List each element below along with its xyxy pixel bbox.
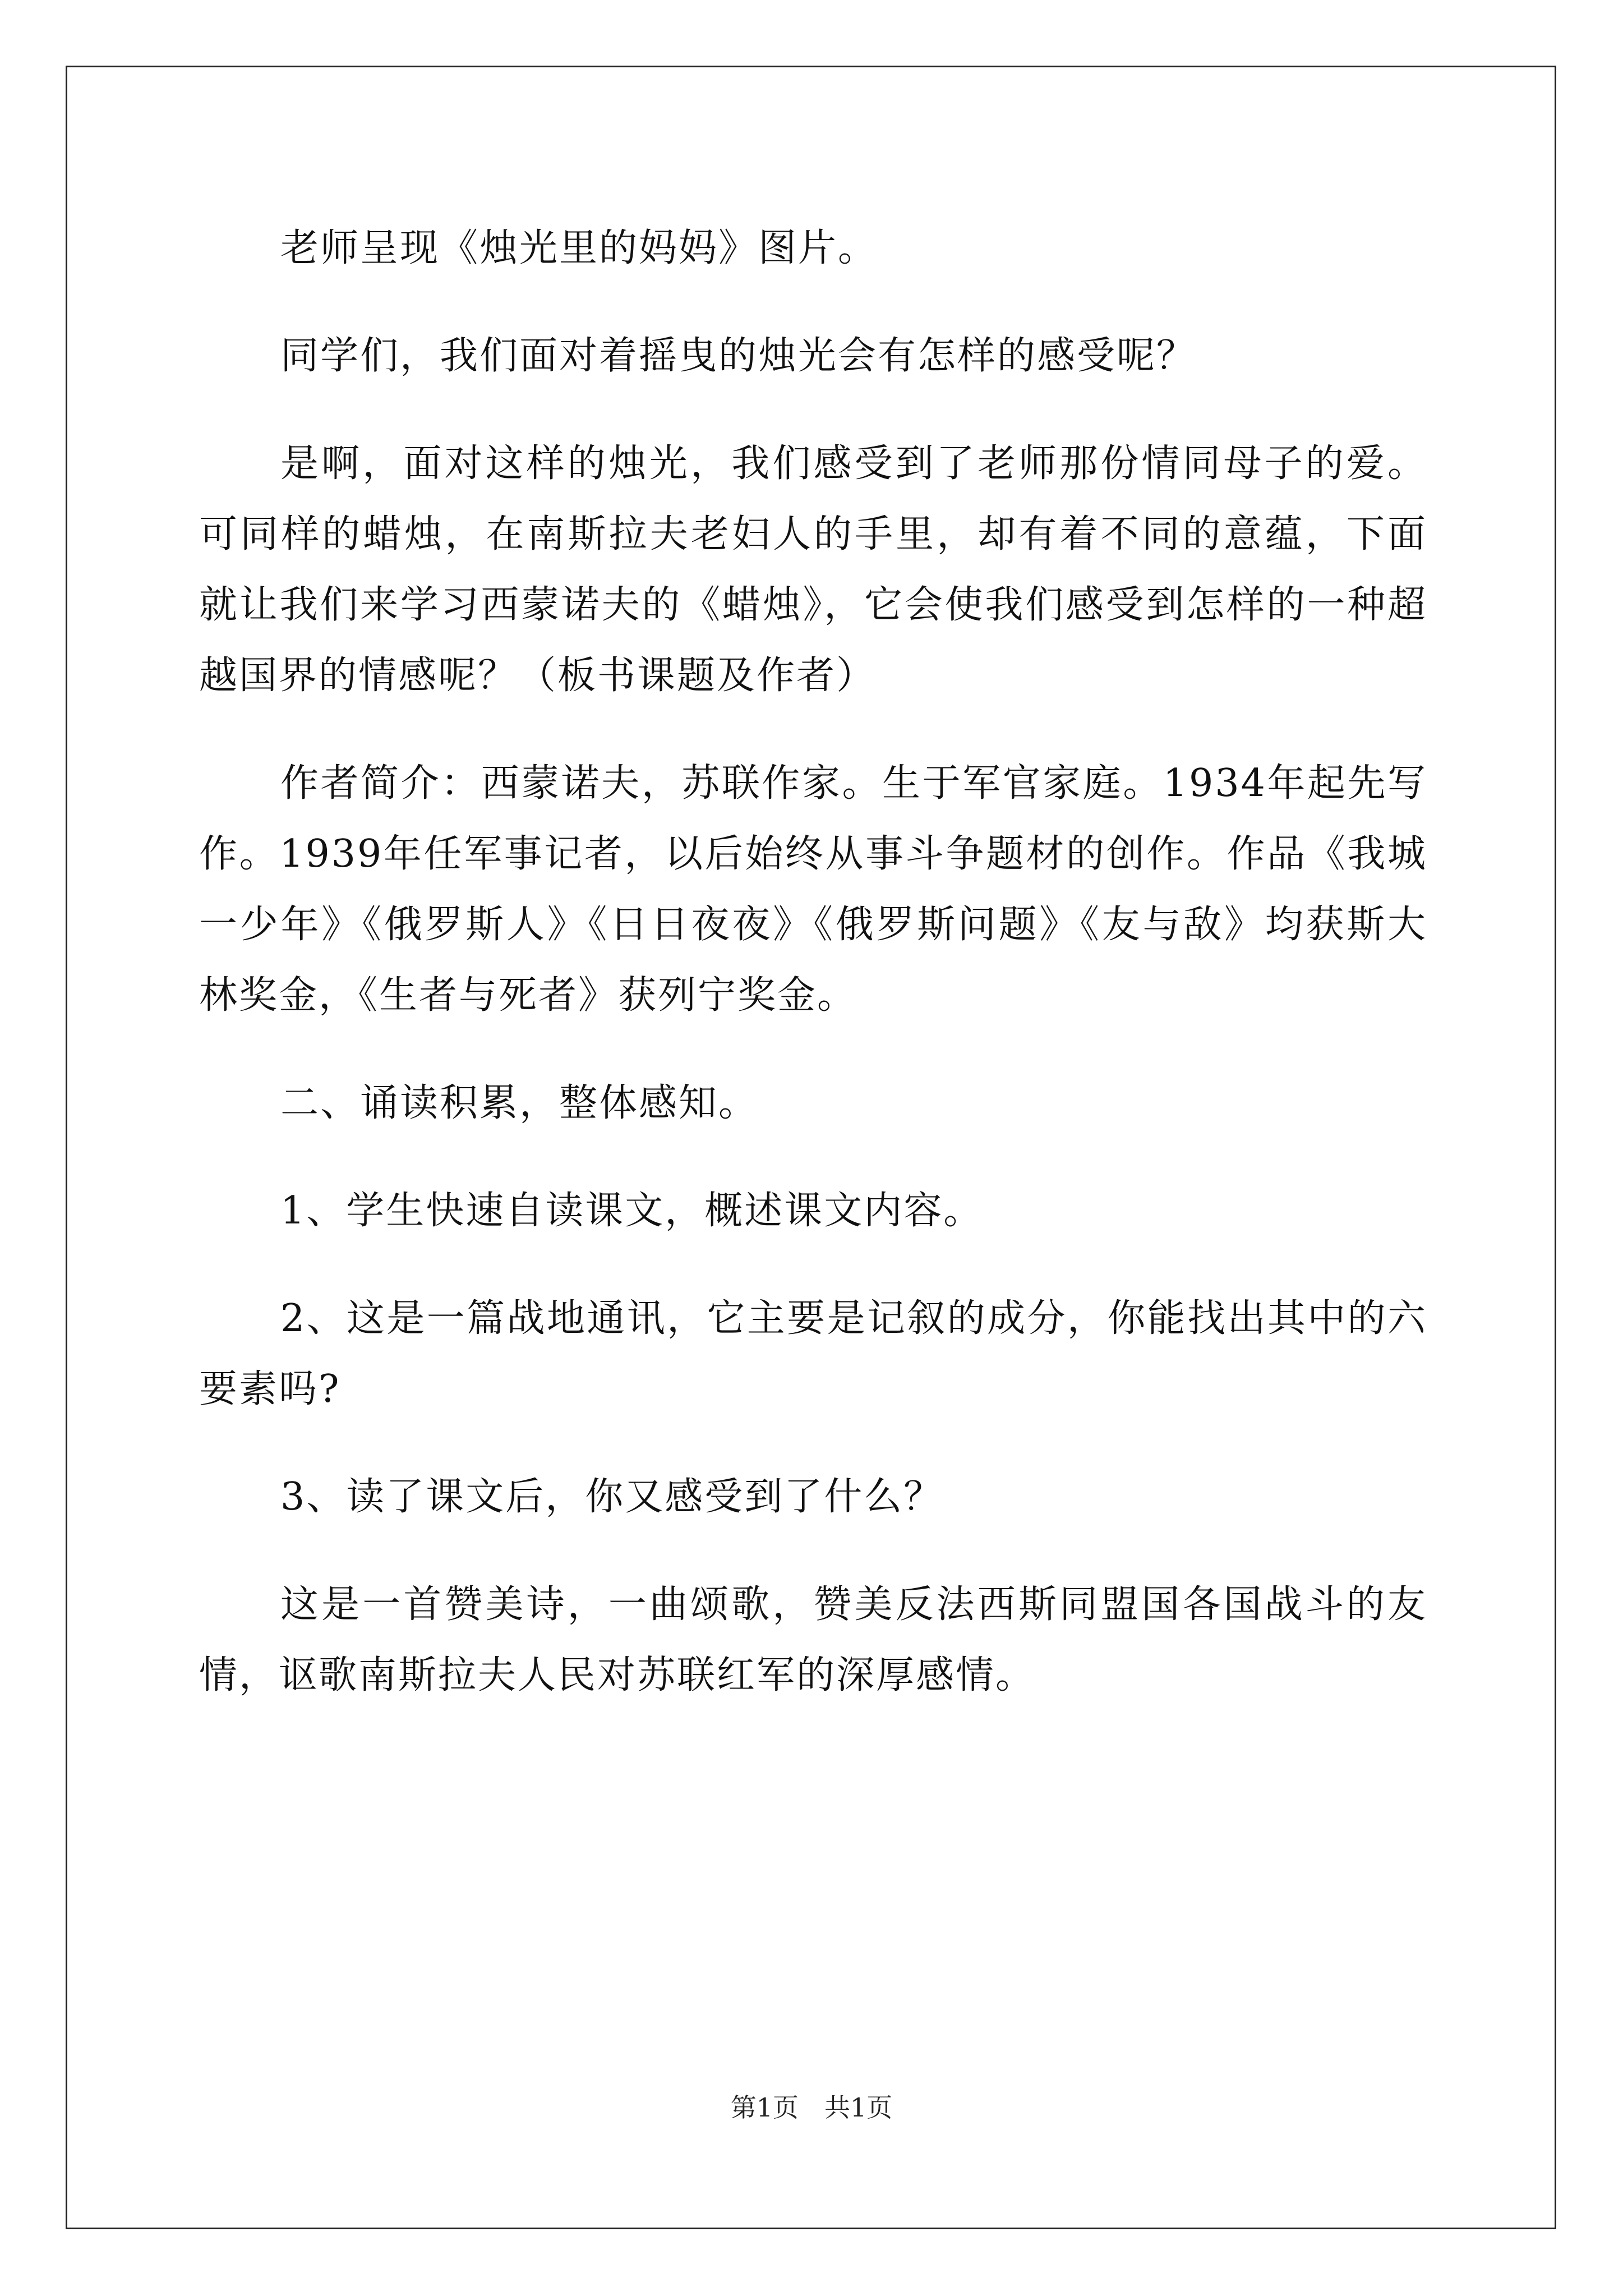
paragraph: 作者简介：西蒙诺夫，苏联作家。生于军官家庭。1934年起先写作。1939年任军事记者，以后始终从事斗争题材的创作。作品《我城一少年》《俄罗斯人》《日日夜夜》《俄罗斯问题》《友与敌》均获斯大林奖金，《生者与死者》获列宁奖金。	[199, 761, 1427, 1018]
list-item: 2、这是一篇战地通讯，它主要是记叙的成分，你能找出其中的六要素吗?	[199, 1296, 1427, 1411]
paragraph: 同学们，我们面对着摇曳的烛光会有怎样的感受呢？	[280, 334, 1197, 378]
document-body	[199, 213, 1427, 1748]
paragraph: 是啊，面对这样的烛光，我们感受到了老师那份情同母子的爱。可同样的蜡烛，在南斯拉夫老妇人的手里，却有着不同的意蕴，下面就让我们来学习西蒙诺夫的《蜡烛》，它会使我们感受到怎样的一种超越国界的情感呢？（板书课题及作者）	[199, 441, 1427, 698]
page-number-footer: 第1页 共1页	[730, 2092, 893, 2123]
paragraph: 这是一首赞美诗，一曲颂歌，赞美反法西斯同盟国各国战斗的友情，讴歌南斯拉夫人民对苏联红军的深厚感情。	[199, 1582, 1427, 1697]
list-item: 3、读了课文后，你又感受到了什么？	[280, 1475, 944, 1519]
paragraph: 老师呈现《烛光里的妈妈》图片。	[280, 226, 878, 270]
section-heading: 二、诵读积累，整体感知。	[280, 1081, 759, 1125]
list-item: 1、学生快速自读课文，概述课文内容。	[280, 1189, 984, 1233]
